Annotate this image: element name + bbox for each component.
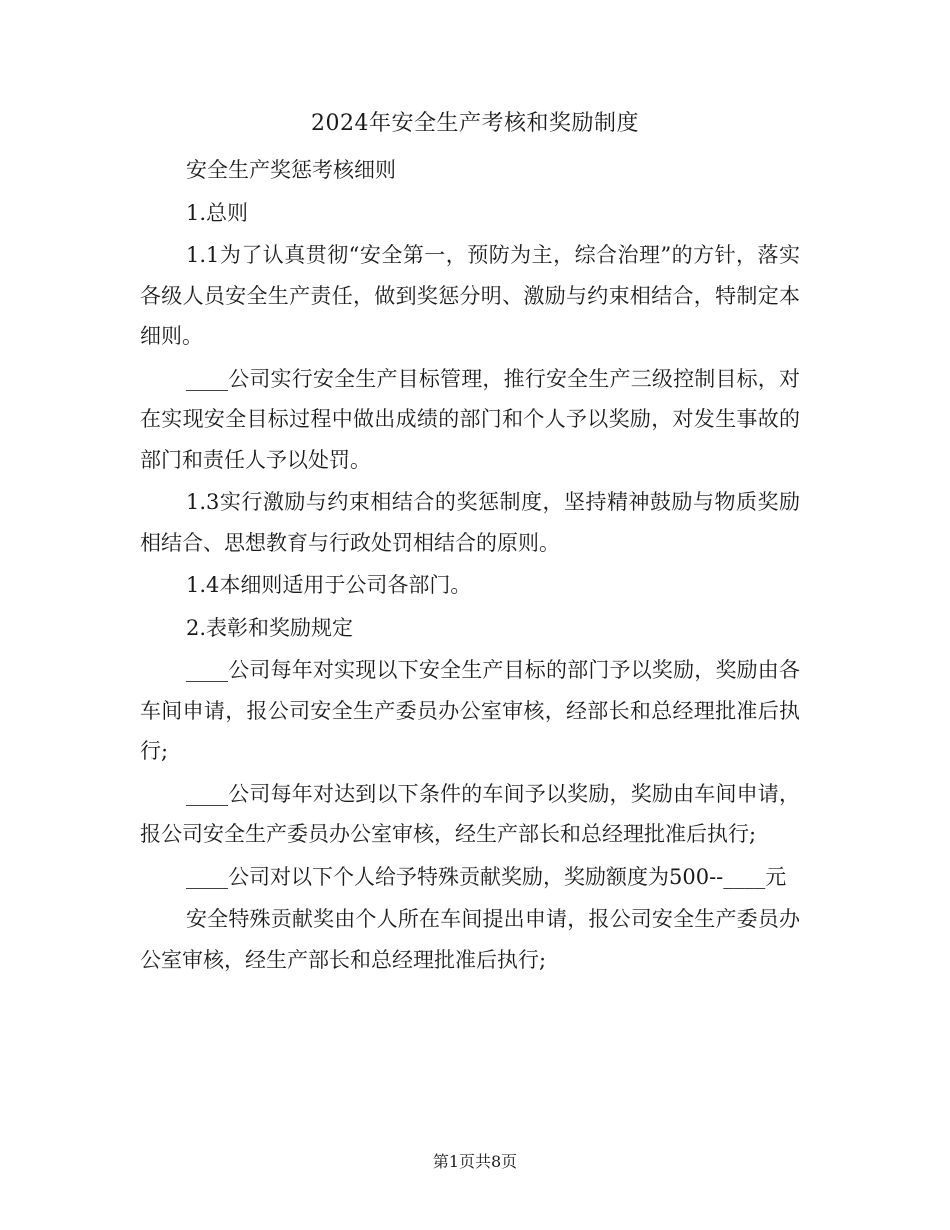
section-heading: 1.总则 <box>186 200 249 225</box>
document-title: 2024年安全生产考核和奖励制度 <box>311 111 639 136</box>
section-heading: 2.表彰和奖励规定 <box>186 615 354 640</box>
body-paragraph: 1.4本细则适用于公司各部门。 <box>186 573 472 597</box>
page-number: 第1页共8页 <box>432 1152 518 1171</box>
body-paragraph: 1.1为了认真贯彻“安全第一，预防为主，综合治理”的方针，落实各级人员安全生产责任，做到奖惩分明、激励与约束相结合，特制定本细则。 <box>140 243 800 348</box>
body-paragraph: ____公司每年对实现以下安全生产目标的部门予以奖励，奖励由各车间申请，报公司安全生产委员办公室审核，经部长和总经理批准后执行; <box>140 658 800 763</box>
body-paragraph: ____公司实行安全生产目标管理，推行安全生产三级控制目标，对在实现安全目标过程中做出成绩的部门和个人予以奖励，对发生事故的部门和责任人予以处罚。 <box>140 366 800 472</box>
body-paragraph: ____公司对以下个人给予特殊贡献奖励，奖励额度为500--____元 <box>186 864 787 889</box>
body-paragraph: ____公司每年对达到以下条件的车间予以奖励，奖励由车间申请，报公司安全生产委员办公室审核，经生产部长和总经理批准后执行; <box>140 781 800 846</box>
body-paragraph: 安全特殊贡献奖由个人所在车间提出申请，报公司安全生产委员办公室审核，经生产部长和总经理批准后执行; <box>140 907 800 972</box>
section-heading: 安全生产奖惩考核细则 <box>186 158 396 182</box>
document-body <box>140 150 800 982</box>
body-paragraph: 1.3实行激励与约束相结合的奖惩制度，坚持精神鼓励与物质奖励相结合、思想教育与行政处罚相结合的原则。 <box>140 490 800 555</box>
